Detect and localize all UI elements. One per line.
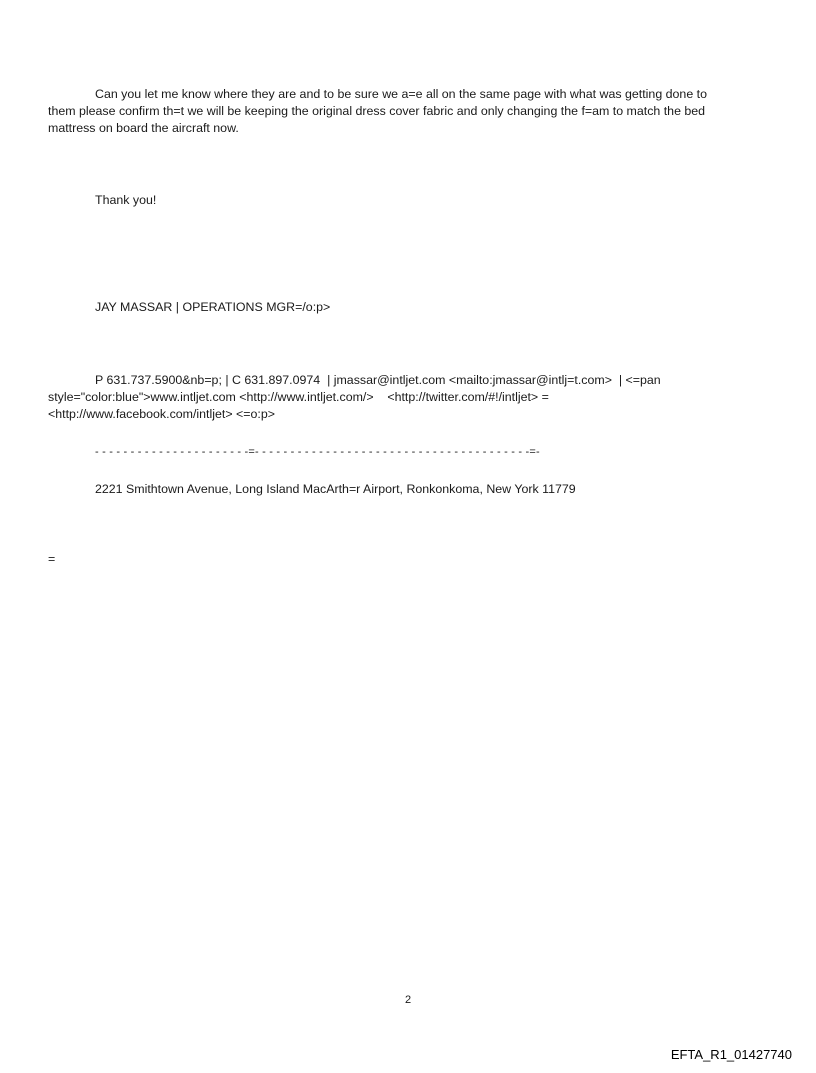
email-body-line-3: mattress on board the aircraft now. xyxy=(48,121,239,135)
document-id: EFTA_R1_01427740 xyxy=(670,1047,792,1062)
signature-name-title: JAY MASSAR | OPERATIONS MGR=/o:p> xyxy=(95,300,331,314)
page-number: 2 xyxy=(404,994,412,1006)
signature-address: 2221 Smithtown Avenue, Long Island MacArth=r Airport, Ronkonkoma, New York 11779 xyxy=(95,482,576,496)
trailing-equals: = xyxy=(48,552,56,566)
email-body-line-1: Can you let me know where they are and to be sure we a=e all on the same page with what was getting done to xyxy=(95,87,707,101)
signature-contact-line-2: style="color:blue">www.intljet.com <http://www.intljet.com/> <http://twitter.com/#!/intljet> = xyxy=(48,390,549,404)
signature-divider: - - - - - - - - - - - - - - - - - - - - - -=- - - - - - - - - - - - - - - - - - - - - - - - - - - - - - - - - - - - - - -=- xyxy=(95,446,540,458)
signature-contact-line-1: P 631.737.5900&nb=p; | C 631.897.0974 | jmassar@intljet.com <mailto:jmassar@intlj=t.com> | <=pan xyxy=(95,373,661,387)
email-closing: Thank you! xyxy=(95,193,157,207)
email-body-line-2: them please confirm th=t we will be keeping the original dress cover fabric and only changing the f=am to match the bed xyxy=(48,104,706,118)
signature-contact-line-3: <http://www.facebook.com/intljet> <=o:p> xyxy=(48,407,275,421)
